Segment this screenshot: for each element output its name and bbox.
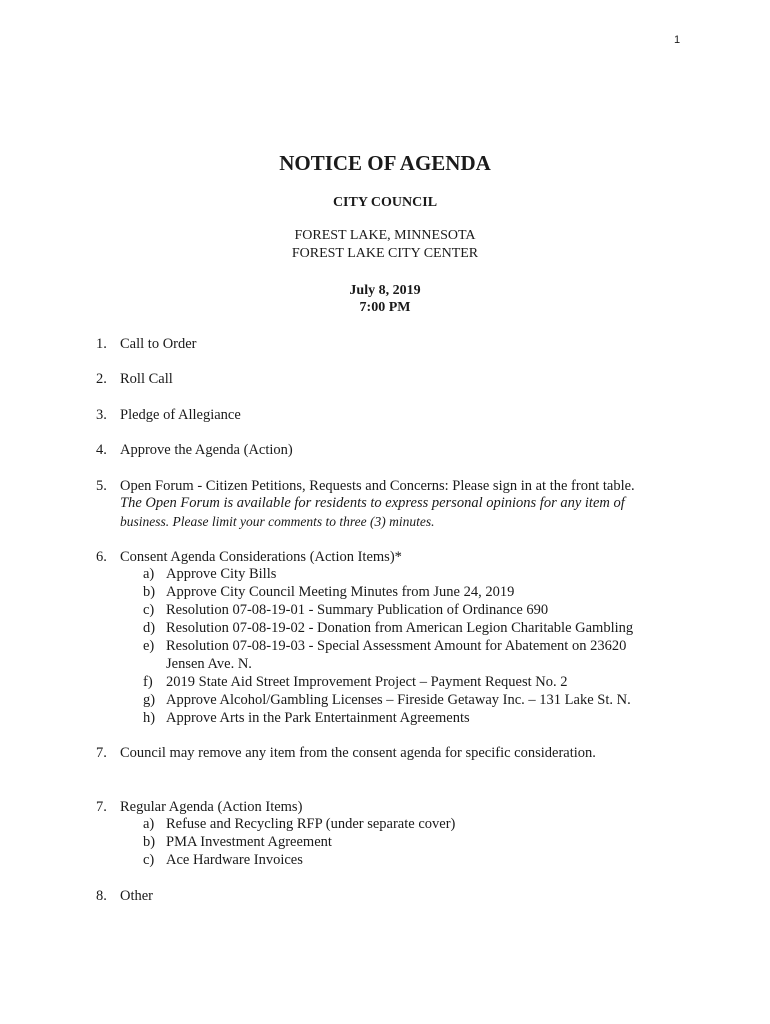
item-number: 7. <box>96 745 107 761</box>
sub-item-letter: d) <box>143 620 156 636</box>
item-number: 6. <box>96 549 107 565</box>
sub-item-letter: f) <box>143 674 153 690</box>
open-forum-note-line-1: The Open Forum is available for residents to express personal opinions for any item of <box>120 495 625 511</box>
council-heading: CITY COUNCIL <box>332 195 438 210</box>
sub-item-text: Jensen Ave. N. <box>166 656 252 672</box>
item-text: Approve the Agenda (Action) <box>120 442 293 458</box>
sub-item-text: Resolution 07-08-19-03 - Special Assessment Amount for Abatement on 23620 <box>166 638 627 654</box>
sub-item-letter: c) <box>143 602 155 618</box>
sub-item-text: Approve City Bills <box>166 566 277 582</box>
item-number: 7. <box>96 799 107 815</box>
item-text: Roll Call <box>120 371 173 387</box>
location-line-2: FOREST LAKE CITY CENTER <box>291 246 479 261</box>
item-text: Pledge of Allegiance <box>120 407 241 423</box>
item-number: 5. <box>96 478 107 494</box>
item-text: Council may remove any item from the consent agenda for specific consideration. <box>120 745 596 761</box>
meeting-date: July 8, 2019 <box>349 283 421 298</box>
item-text: Other <box>120 888 154 904</box>
sub-item-text: Resolution 07-08-19-02 - Donation from American Legion Charitable Gambling <box>166 620 634 636</box>
item-number: 8. <box>96 888 107 904</box>
sub-item-text: 2019 State Aid Street Improvement Project – Payment Request No. 2 <box>166 674 568 690</box>
page-number: 1 <box>674 34 681 46</box>
item-number: 2. <box>96 371 107 387</box>
sub-item-letter: b) <box>143 584 156 600</box>
sub-item-text: Approve Arts in the Park Entertainment Agreements <box>166 710 470 726</box>
sub-item-text: Approve Alcohol/Gambling Licenses – Fireside Getaway Inc. – 131 Lake St. N. <box>166 692 631 708</box>
sub-item-letter: c) <box>143 852 155 868</box>
item-text: Regular Agenda (Action Items) <box>120 799 303 815</box>
sub-item-letter: e) <box>143 638 155 654</box>
item-number: 1. <box>96 336 107 352</box>
item-text: Call to Order <box>120 336 197 352</box>
sub-item-letter: b) <box>143 834 156 850</box>
open-forum-note-line-2: business. Please limit your comments to three (3) minutes. <box>120 514 435 529</box>
sub-item-text: Resolution 07-08-19-01 - Summary Publication of Ordinance 690 <box>166 602 549 618</box>
meeting-time: 7:00 PM <box>359 300 411 315</box>
location-line-1: FOREST LAKE, MINNESOTA <box>294 228 476 243</box>
sub-item-text: PMA Investment Agreement <box>166 834 332 850</box>
document-title: NOTICE OF AGENDA <box>279 151 491 175</box>
item-number: 4. <box>96 442 107 458</box>
item-number: 3. <box>96 407 107 423</box>
sub-item-text: Approve City Council Meeting Minutes from June 24, 2019 <box>166 584 515 600</box>
sub-item-text: Refuse and Recycling RFP (under separate cover) <box>166 816 456 832</box>
sub-item-letter: a) <box>143 566 155 582</box>
sub-item-letter: a) <box>143 816 155 832</box>
sub-item-text: Ace Hardware Invoices <box>166 852 303 868</box>
item-text: Open Forum - Citizen Petitions, Requests and Concerns: Please sign in at the front table. <box>120 478 635 494</box>
sub-item-letter: h) <box>143 710 156 726</box>
sub-item-letter: g) <box>143 692 156 708</box>
item-text: Consent Agenda Considerations (Action Items)* <box>120 549 402 565</box>
